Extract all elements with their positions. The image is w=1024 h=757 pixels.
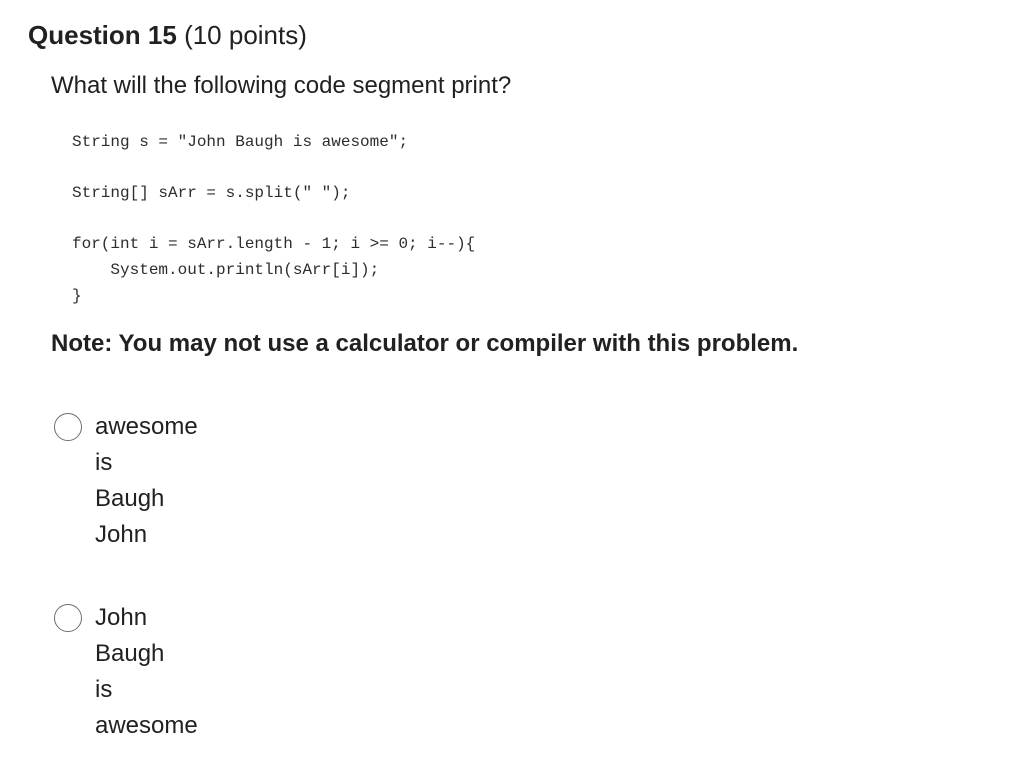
code-line-4: System.out.println(sArr[i]); bbox=[72, 261, 380, 279]
code-line-1: String s = "John Baugh is awesome"; bbox=[72, 133, 409, 151]
option-2-line: John bbox=[95, 604, 148, 631]
question-title: Question 15 bbox=[28, 20, 177, 50]
question-points: (10 points) bbox=[184, 20, 307, 50]
option-1-line: John bbox=[95, 521, 148, 548]
note-text: Note: You may not use a calculator or compiler with this problem. bbox=[51, 330, 799, 357]
code-line-3: for(int i = sArr.length - 1; i >= 0; i--){ bbox=[72, 235, 476, 253]
option-1-line: is bbox=[95, 449, 113, 476]
radio-button-option-2[interactable] bbox=[54, 604, 82, 632]
option-1-line: awesome bbox=[95, 413, 198, 440]
code-line-2: String[] sArr = s.split(" "); bbox=[72, 184, 351, 202]
option-2-line: is bbox=[95, 676, 113, 703]
question-header bbox=[28, 18, 307, 52]
option-2-line: Baugh bbox=[95, 640, 165, 667]
option-2-label[interactable] bbox=[95, 600, 198, 744]
option-1-line: Baugh bbox=[95, 485, 165, 512]
code-line-5: } bbox=[72, 287, 82, 305]
option-2-line: awesome bbox=[95, 712, 198, 739]
question-prompt: What will the following code segment print? bbox=[51, 72, 512, 99]
radio-button-option-1[interactable] bbox=[54, 413, 82, 441]
option-1-label[interactable] bbox=[95, 409, 198, 553]
